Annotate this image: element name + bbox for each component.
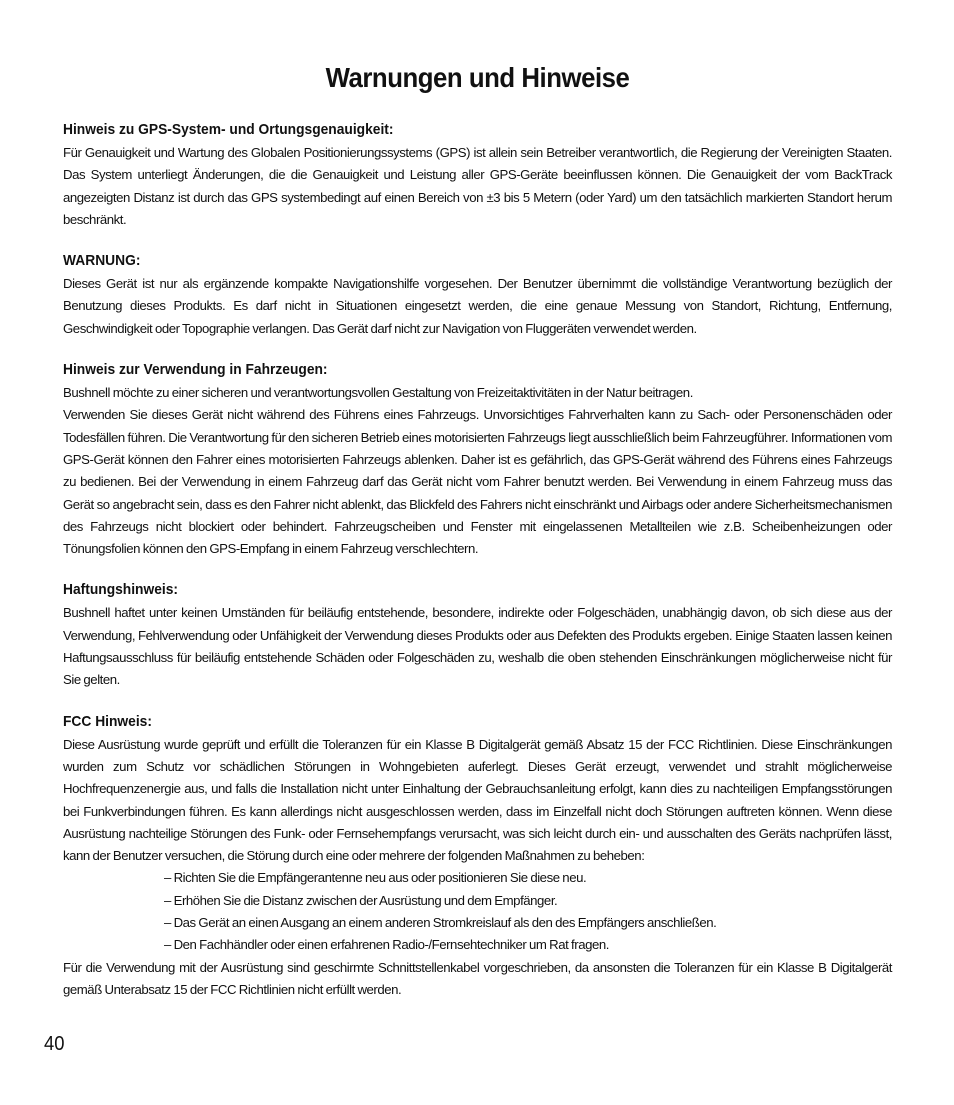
page-number: 40 bbox=[44, 1033, 65, 1055]
list-item: – Das Gerät an einen Ausgang an einem anderen Stromkreislauf als den des Empfängers anschließen. bbox=[164, 915, 717, 931]
list-item: – Richten Sie die Empfängerantenne neu aus oder positionieren Sie diese neu. bbox=[164, 870, 587, 886]
section-vehicle-use bbox=[63, 360, 892, 560]
paragraph-vehicles-body: Verwenden Sie dieses Gerät nicht während des Führens eines Fahrzeugs. Unvorsichtiges Fahrverhalten kann zu Sach- oder Personenschäden oder Todesfällen führen. Die Verantwortung für den sicheren Betrieb eines motorisierten Fahrzeugs liegt ausschließlich beim Fahrzeugführer. Informationen vom GPS-Gerät können den Fahrer eines motorisierten Fahrzeugs ablenken. Daher ist es gefährlich, das GPS-Gerät während des Führens eines Fahrzeugs zu bedienen. Bei der Verwendung in einem Fahrzeug darf das Gerät nicht vom Fahrer benutzt werden. Bei Verwendung in einem Fahrzeug muss das Gerät so angebracht sein, dass es den Fahrer nicht ablenkt, das Blickfeld des Fahrers nicht einschränkt und Airbags oder andere Sicherheitsmechanismen des Fahrzeugs nicht blockiert oder behindert. Fahrzeugscheiben und Fenster mit eingelassenen Metallteilen wie z.B. Scheibenheizungen oder Tönungsfolien können den GPS-Empfang in einem Fahrzeug verschlechtern. bbox=[63, 407, 892, 557]
section-fcc bbox=[63, 712, 892, 1002]
paragraph-gps: Für Genauigkeit und Wartung des Globalen Positionierungssystems (GPS) ist allein sein Betreiber verantwortlich, die Regierung der Vereinigten Staaten. Das System unterliegt Änderungen, die die Genauigkeit und Leistung aller GPS-Geräte beeinflussen können. Die Genauigkeit der vom BackTrack angezeigten Distanz ist durch das GPS systembedingt auf einen Bereich von ±3 bis 5 Metern (oder Yard) um den tatsächlich markierten Standort herum beschränkt. bbox=[63, 145, 892, 227]
section-liability bbox=[63, 580, 892, 691]
paragraph-warning: Dieses Gerät ist nur als ergänzende kompakte Navigationshilfe vorgesehen. Der Benutzer übernimmt die vollständige Verantwortung bezüglich der Benutzung dieses Produkts. Es darf nicht in Situationen eingesetzt werden, die eine genaue Messung von Standort, Richtung, Entfernung, Geschwindigkeit oder Topographie verlangen. Das Gerät darf nicht zur Navigation von Fluggeräten verwendet werden. bbox=[63, 276, 892, 336]
list-item: – Den Fachhändler oder einen erfahrenen Radio-/Fernsehtechniker um Rat fragen. bbox=[164, 937, 609, 953]
paragraph-fcc-body: Diese Ausrüstung wurde geprüft und erfüllt die Toleranzen für ein Klasse B Digitalgerät gemäß Absatz 15 der FCC Richtlinien. Diese Einschränkungen wurden zum Schutz vor schädlichen Störungen in Wohngebieten auferlegt. Dieses Gerät erzeugt, verwendet und strahlt möglicherweise Hochfrequenzenergie aus, und falls die Installation nicht unter Einhaltung der Gebrauchsanleitung erfolgt, kann dies zu nachteiligen Empfangsstörungen bei Funkverbindungen führen. Es kann allerdings nicht ausgeschlossen werden, dass im Einzelfall nicht doch Störungen auftreten können. Wenn diese Ausrüstung nachteilige Störungen des Funk- oder Fernsehempfangs verursacht, was sich leicht durch ein- und ausschalten des Geräts nachprüfen lässt, kann der Benutzer versuchen, die Störung durch eine oder mehrere der folgenden Maßnahmen zu beheben: bbox=[63, 736, 892, 864]
section-heading-warning: WARNUNG: bbox=[63, 252, 141, 270]
page-title: Warnungen und Hinweise bbox=[325, 62, 630, 93]
section-warning bbox=[63, 251, 892, 340]
section-heading-vehicles: Hinweis zur Verwendung in Fahrzeugen: bbox=[63, 361, 328, 379]
section-gps-accuracy bbox=[63, 120, 892, 231]
fcc-measures-list bbox=[63, 867, 892, 956]
paragraph-vehicles-intro: Bushnell möchte zu einer sicheren und verantwortungsvollen Gestaltung von Freizeitaktivitäten in der Natur beitragen. bbox=[63, 385, 693, 401]
section-heading-gps: Hinweis zu GPS-System- und Ortungsgenauigkeit: bbox=[63, 121, 394, 138]
section-heading-fcc: FCC Hinweis: bbox=[63, 712, 152, 730]
section-heading-liability: Haftungshinweis: bbox=[63, 581, 179, 599]
paragraph-liability: Bushnell haftet unter keinen Umständen für beiläufig entstehende, besondere, indirekte oder Folgeschäden, unabhängig davon, ob sich diese aus der Verwendung, Fehlverwendung oder Unfähigkeit der Verwendung dieses Produkts oder aus Defekten des Produkts ergeben. Einige Staaten lassen keinen Haftungsausschluss für beiläufig entstehende Schäden oder Folgeschäden zu, weshalb die oben stehenden Einschränkungen möglicherweise nicht für Sie gelten. bbox=[63, 605, 892, 688]
list-item: – Erhöhen Sie die Distanz zwischen der Ausrüstung und dem Empfänger. bbox=[164, 892, 558, 908]
paragraph-fcc-closing: Für die Verwendung mit der Ausrüstung sind geschirmte Schnittstellenkabel vorgeschrieben, da ansonsten die Toleranzen für ein Klasse B Digitalgerät gemäß Unterabsatz 15 der FCC Richtlinien nicht erfüllt werden. bbox=[63, 959, 892, 997]
document-page bbox=[63, 60, 892, 1021]
